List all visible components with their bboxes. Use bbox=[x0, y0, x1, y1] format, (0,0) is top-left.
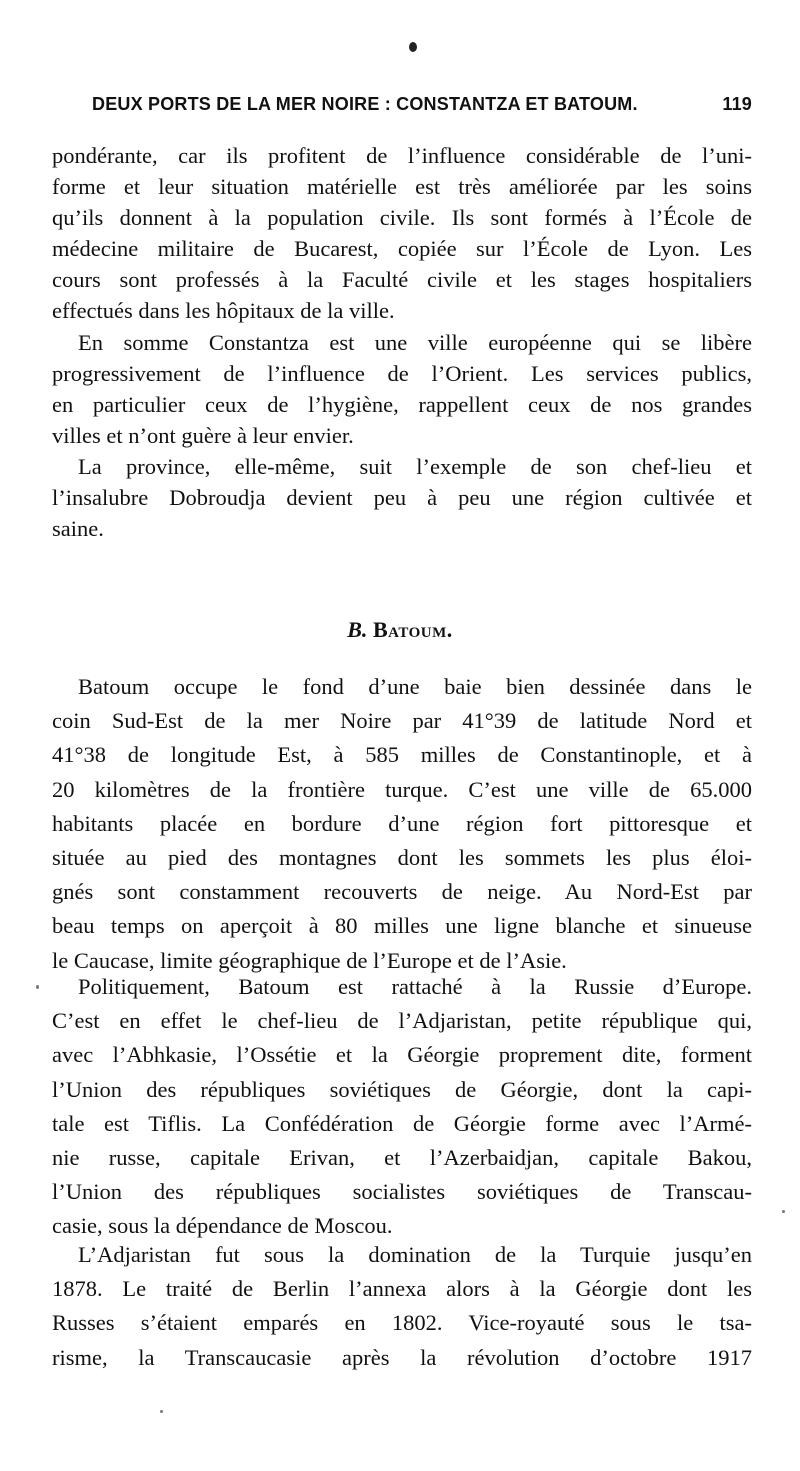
paragraph bbox=[52, 327, 752, 451]
text-line: C’est en effet le chef-lieu de l’Adjaristan, petite république qui, bbox=[52, 1008, 752, 1034]
paragraph bbox=[52, 140, 752, 327]
text-line: saine. bbox=[52, 516, 104, 542]
paragraph bbox=[52, 670, 752, 978]
ink-speck bbox=[782, 1210, 785, 1213]
text-line: coin Sud-Est de la mer Noire par 41°39 de latitude Nord et bbox=[52, 708, 752, 734]
text-line: L’Adjaristan fut sous la domination de la Turquie jusqu’en bbox=[78, 1242, 752, 1267]
text-line: nie russe, capitale Erivan, et l’Azerbaidjan, capitale Bakou, bbox=[52, 1144, 752, 1170]
text-block-constantza bbox=[52, 140, 752, 544]
text-line: qu’ils donnent à la population civile. Ils sont formés à l’École de bbox=[52, 205, 752, 231]
text-line: La province, elle-même, suit l’exemple de son chef-lieu et bbox=[78, 453, 752, 479]
text-line: gnés sont constamment recouverts de neige. Au Nord-Est par bbox=[52, 879, 752, 905]
text-line: effectués dans les hôpitaux de la ville. bbox=[52, 298, 395, 324]
text-line: médecine militaire de Bucarest, copiée sur l’École de Lyon. Les bbox=[52, 236, 752, 262]
section-heading bbox=[0, 617, 800, 643]
text-line: pondérante, car ils profitent de l’influence considérable de l’uni- bbox=[52, 143, 752, 168]
page-number: 119 bbox=[722, 94, 752, 114]
ink-dot bbox=[409, 42, 417, 52]
text-line: habitants placée en bordure d’une région fort pittoresque et bbox=[52, 810, 752, 836]
text-line: Politiquement, Batoum est rattaché à la Russie d’Europe. bbox=[78, 974, 752, 999]
text-line: Batoum occupe le fond d’une baie bien dessinée dans le bbox=[78, 674, 752, 699]
text-line: Russes s’étaient emparés en 1802. Vice-royauté sous le tsa- bbox=[52, 1310, 752, 1336]
text-line: cours sont professés à la Faculté civile et les stages hospitaliers bbox=[52, 267, 752, 293]
text-line: l’Union des républiques socialistes soviétiques de Transcau- bbox=[52, 1179, 752, 1205]
text-line: en particulier ceux de l’hygiène, rappellent ceux de nos grandes bbox=[52, 391, 752, 417]
text-line: villes et n’ont guère à leur envier. bbox=[52, 422, 354, 448]
paragraph bbox=[52, 1238, 752, 1375]
text-line: le Caucase, limite géographique de l’Europe et de l’Asie. bbox=[52, 947, 567, 973]
text-line: tale est Tiflis. La Confédération de Géorgie forme avec l’Armé- bbox=[52, 1110, 752, 1136]
text-line: risme, la Transcaucasie après la révolution d’octobre 1917 bbox=[52, 1344, 752, 1370]
text-line: 20 kilomètres de la frontière turque. C’est une ville de 65.000 bbox=[52, 776, 752, 802]
text-line: l’Union des républiques soviétiques de Géorgie, dont la capi- bbox=[52, 1076, 752, 1102]
section-name: Batoum. bbox=[372, 617, 453, 642]
text-line: 41°38 de longitude Est, à 585 milles de Constantinople, et à bbox=[52, 742, 752, 768]
paragraph bbox=[52, 451, 752, 544]
text-line: 1878. Le traité de Berlin l’annexa alors à la Géorgie dont les bbox=[52, 1276, 752, 1302]
section-letter: B. bbox=[347, 617, 368, 642]
ink-speck bbox=[160, 1410, 163, 1413]
text-line: casie, sous la dépendance de Moscou. bbox=[52, 1213, 393, 1239]
running-title: DEUX PORTS DE LA MER NOIRE : CONSTANTZA ET BATOUM. bbox=[92, 94, 638, 114]
text-line: avec l’Abhkasie, l’Ossétie et la Géorgie proprement dite, forment bbox=[52, 1042, 752, 1068]
text-line: située au pied des montagnes dont les sommets les plus éloi- bbox=[52, 844, 752, 870]
ink-speck bbox=[36, 985, 39, 989]
text-line: forme et leur situation matérielle est très améliorée par les soins bbox=[52, 174, 752, 200]
paragraph bbox=[52, 970, 752, 1244]
text-line: En somme Constantza est une ville européenne qui se libère bbox=[78, 329, 752, 355]
text-line: l’insalubre Dobroudja devient peu à peu une région cultivée et bbox=[52, 485, 752, 511]
running-header bbox=[92, 94, 752, 124]
text-line: beau temps on aperçoit à 80 milles une ligne blanche et sinueuse bbox=[52, 913, 752, 939]
text-line: progressivement de l’influence de l’Orient. Les services publics, bbox=[52, 360, 752, 386]
